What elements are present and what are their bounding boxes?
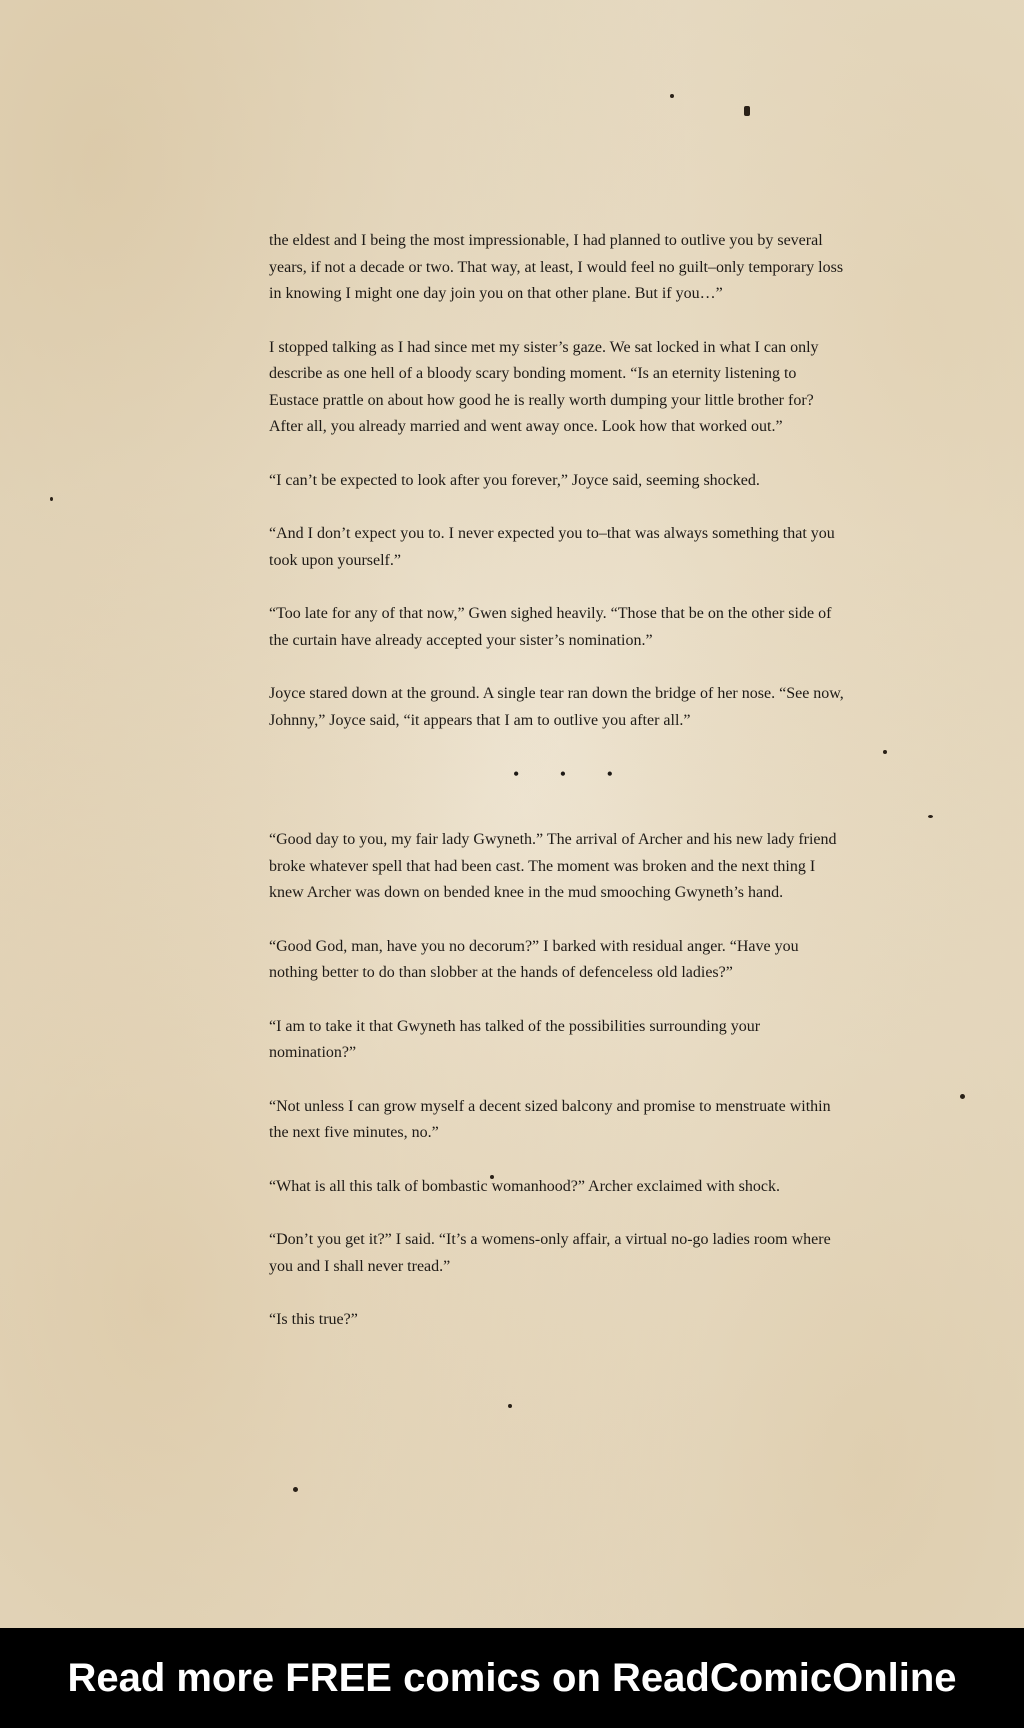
paragraph: I stopped talking as I had since met my sister’s gaze. We sat locked in what I can only describe as one hell of a bloody scary bonding moment. “Is an eternity listening to Eustace prattle on about how good he is really worth dumping your little brother for? After all, you already married and went away once. Look how that worked out.” — [269, 338, 819, 435]
body-text — [269, 228, 849, 1361]
paper-speck — [960, 1094, 965, 1099]
section-separator: • • • — [513, 764, 631, 784]
paragraph: “Don’t you get it?” I said. “It’s a womens-only affair, a virtual no-go ladies room where you and I shall never tread.” — [269, 1231, 831, 1275]
paragraph: “And I don’t expect you to. I never expected you to–that was always something that you took upon yourself.” — [269, 525, 835, 569]
paragraph: the eldest and I being the most impressionable, I had planned to outlive you by several years, if not a decade or two. That way, at least, I would feel no guilt–only temporary loss in knowing I might one day join you on that other plane. But if you…” — [269, 232, 844, 302]
footer-banner — [0, 1628, 1024, 1728]
paragraph: “Too late for any of that now,” Gwen sighed heavily. “Those that be on the other side of the curtain have already accepted your sister’s nomination.” — [269, 605, 832, 649]
paper-speck — [50, 497, 53, 501]
paragraph: “What is all this talk of bombastic womanhood?” Archer exclaimed with shock. — [269, 1177, 780, 1195]
paragraph: “Good God, man, have you no decorum?” I barked with residual anger. “Have you nothing better to do than slobber at the hands of defenceless old ladies?” — [269, 937, 799, 981]
paper-speck — [293, 1487, 298, 1492]
paper-speck — [670, 94, 674, 98]
paragraph: Joyce stared down at the ground. A single tear ran down the bridge of her nose. “See now, Johnny,” Joyce said, “it appears that I am to outlive you after all.” — [269, 685, 844, 729]
paragraph: “Is this true?” — [269, 1311, 358, 1328]
paper-speck — [928, 815, 933, 818]
paragraph: “Not unless I can grow myself a decent sized balcony and promise to menstruate within the next five minutes, no.” — [269, 1097, 831, 1141]
paper-speck — [744, 106, 750, 116]
paper-speck — [508, 1404, 512, 1408]
read-more-link[interactable]: Read more FREE comics on ReadComicOnline — [67, 1655, 957, 1700]
paragraph: “Good day to you, my fair lady Gwyneth.” The arrival of Archer and his new lady friend broke whatever spell that had been cast. The moment was broken and the next thing I knew Archer was down on bended knee in the mud smooching Gwyneth’s hand. — [269, 831, 837, 901]
paragraph: “I am to take it that Gwyneth has talked of the possibilities surrounding your nomination?” — [269, 1017, 761, 1061]
paper-speck — [883, 750, 887, 754]
paragraph: “I can’t be expected to look after you forever,” Joyce said, seeming shocked. — [269, 471, 760, 489]
